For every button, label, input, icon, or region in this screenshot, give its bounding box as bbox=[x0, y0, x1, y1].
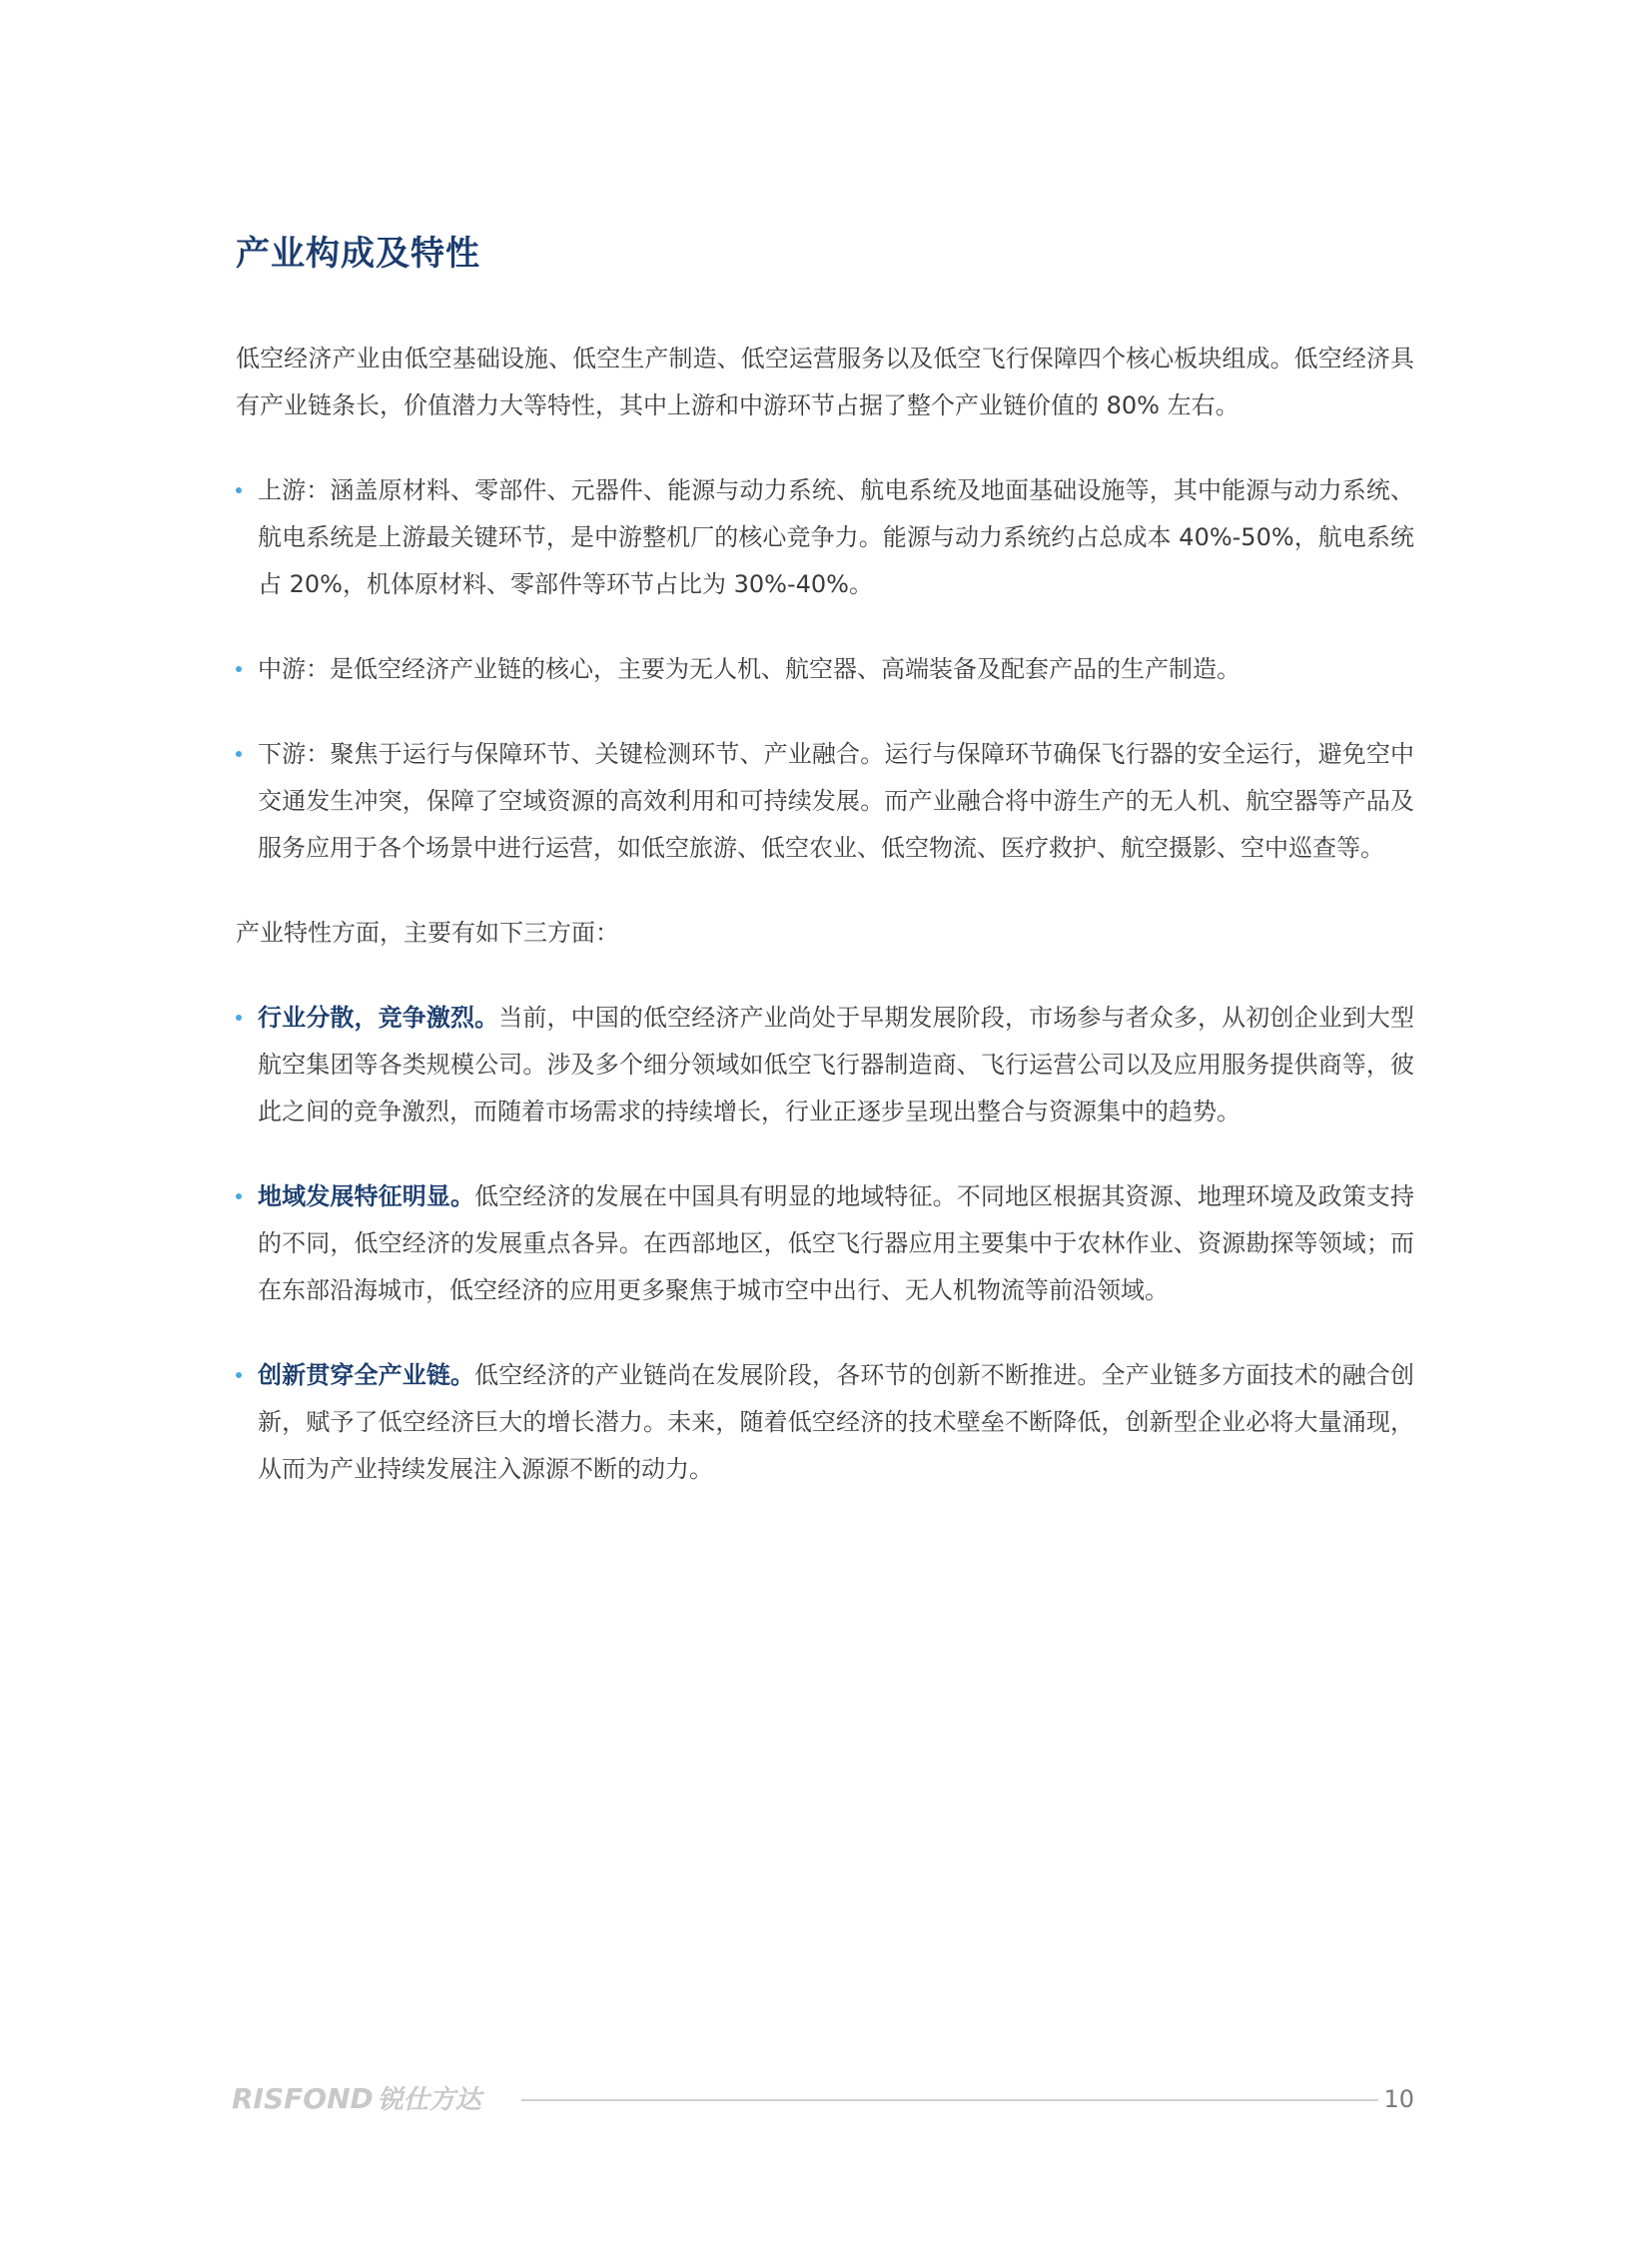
chain-item-text: 中游：是低空经济产业链的核心，主要为无人机、航空器、高端装备及配套产品的生产制造。 bbox=[258, 655, 1240, 683]
chain-item-midstream bbox=[236, 646, 1414, 693]
chain-item-text: 上游：涵盖原材料、零部件、元器件、能源与动力系统、航电系统及地面基础设施等，其中能源与动力系统、航电系统是上游最关键环节，是中游整机厂的核心竞争力。能源与动力系统约占总成本 40%-50%，航电系统占 20%，机体原材料、零部件等环节占比为 30%-40%。 bbox=[258, 476, 1414, 598]
trait-item-fragmented bbox=[236, 995, 1414, 1135]
footer-divider bbox=[521, 2099, 1378, 2101]
trait-item-innovation bbox=[236, 1352, 1414, 1493]
trait-text: 当前，中国的低空经济产业尚处于早期发展阶段，市场参与者众多，从初创企业到大型航空集团等各类规模公司。涉及多个细分领域如低空飞行器制造商、飞行运营公司以及应用服务提供商等，彼此之间的竞争激烈，而随着市场需求的持续增长，行业正逐步呈现出整合与资源集中的趋势。 bbox=[258, 1004, 1415, 1125]
bullet-dot-icon bbox=[236, 666, 242, 672]
section-title: 产业构成及特性 bbox=[236, 234, 480, 274]
bullet-dot-icon bbox=[236, 1193, 242, 1199]
traits-intro: 产业特性方面，主要有如下三方面： bbox=[236, 919, 619, 947]
chain-item-text: 下游：聚焦于运行与保障环节、关键检测环节、产业融合。运行与保障环节确保飞行器的安全运行，避免空中交通发生冲突，保障了空域资源的高效利用和可持续发展。而产业融合将中游生产的无人机、航空器等产品及服务应用于各个场景中进行运营，如低空旅游、低空农业、低空物流、医疗救护、航空摄影、空中巡查等。 bbox=[258, 740, 1414, 862]
intro-paragraph: 低空经济产业由低空基础设施、低空生产制造、低空运营服务以及低空飞行保障四个核心板块组成。低空经济具有产业链条长，价值潜力大等特性，其中上游和中游环节占据了整个产业链价值的 80% 左右。 bbox=[236, 345, 1414, 419]
bullet-dot-icon bbox=[236, 1372, 242, 1378]
trait-lead: 行业分散，竞争激烈。 bbox=[258, 1004, 499, 1032]
trait-text: 低空经济的产业链尚在发展阶段，各环节的创新不断推进。全产业链多方面技术的融合创新，赋予了低空经济巨大的增长潜力。未来，随着低空经济的技术壁垒不断降低，创新型企业必将大量涌现，从而为产业持续发展注入源源不断的动力。 bbox=[258, 1361, 1415, 1483]
brand-logo bbox=[232, 2079, 481, 2120]
page-number: 10 bbox=[1383, 2085, 1414, 2113]
trait-text: 低空经济的发展在中国具有明显的地域特征。不同地区根据其资源、地理环境及政策支持的不同，低空经济的发展重点各异。在西部地区，低空飞行器应用主要集中于农林作业、资源勘探等领域；而在东部沿海城市，低空经济的应用更多聚焦于城市空中出行、无人机物流等前沿领域。 bbox=[258, 1182, 1415, 1304]
bullet-dot-icon bbox=[236, 487, 242, 493]
page-footer bbox=[232, 2079, 1420, 2119]
trait-lead: 创新贯穿全产业链。 bbox=[258, 1361, 475, 1389]
logo-text-cn: 锐仕方达 bbox=[377, 2085, 481, 2115]
trait-lead: 地域发展特征明显。 bbox=[258, 1182, 475, 1210]
chain-item-upstream bbox=[236, 467, 1414, 608]
bullet-dot-icon bbox=[236, 751, 242, 757]
chain-item-downstream bbox=[236, 731, 1414, 872]
trait-item-regional bbox=[236, 1173, 1414, 1314]
logo-text-en: RISFOND bbox=[232, 2082, 374, 2115]
content-area bbox=[236, 228, 1414, 1531]
bullet-dot-icon bbox=[236, 1015, 242, 1021]
